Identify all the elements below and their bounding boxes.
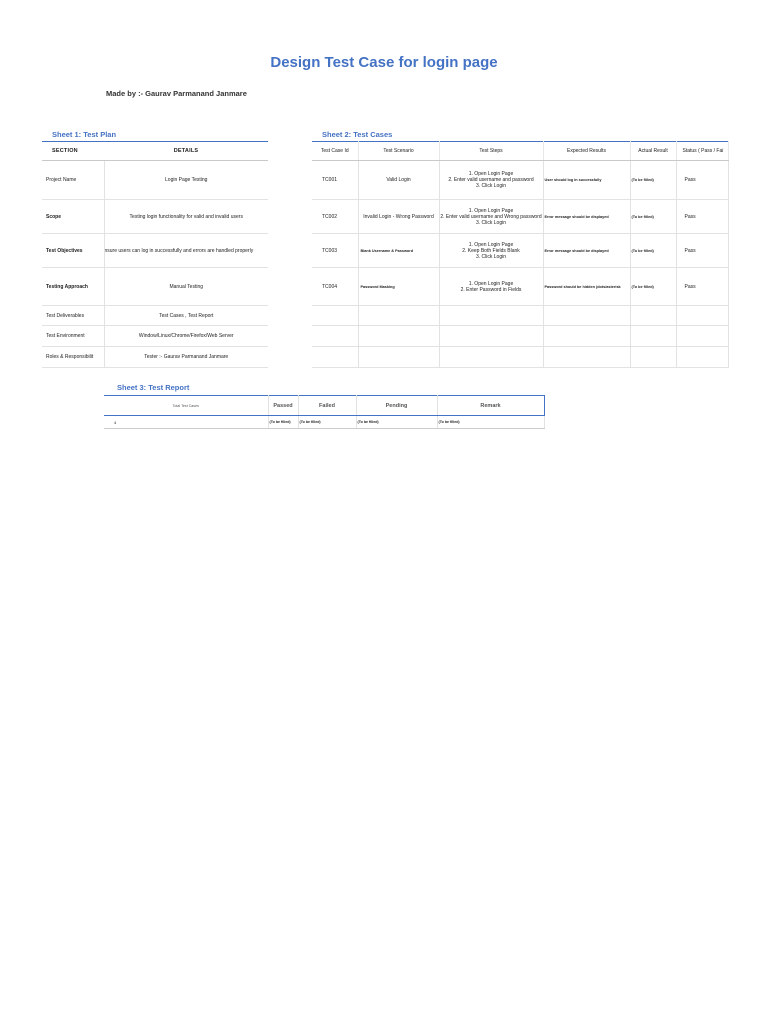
details-cell: Testing login functionality for valid and invalid users [104, 200, 268, 234]
test-case-id-cell: TC004 [312, 268, 358, 306]
test-cases-table [312, 141, 729, 368]
step-line: 3. Click Login [475, 219, 506, 226]
step-line: 2. Enter valid username and password [448, 177, 534, 183]
test-plan-table [42, 141, 268, 368]
scenario-cell: Valid Login [358, 161, 439, 200]
section-cell: Roles & Responsibilit [42, 347, 104, 368]
actual-result-cell: (To be filled) [630, 268, 676, 306]
empty-cell [630, 347, 676, 368]
column-header: Test Case Id [312, 142, 358, 161]
column-header: Test Scenario [358, 142, 439, 161]
empty-cell [676, 347, 728, 368]
table-row [42, 326, 268, 347]
test-case-id-cell: TC003 [312, 234, 358, 268]
expected-result-cell: Error message should be displayed [543, 200, 630, 234]
step-line: 1. Open Login Page [468, 280, 514, 287]
test-case-id-cell: TC001 [312, 161, 358, 200]
remark-cell: (To be filled) [437, 416, 544, 429]
empty-cell [312, 306, 358, 326]
column-header: Failed [298, 396, 356, 416]
table-header-row [42, 142, 268, 161]
table-row [312, 347, 728, 368]
table-header-row [104, 396, 544, 416]
expected-result-cell: Password should be hidden (dots/asterisk [543, 268, 630, 306]
steps-cell [439, 200, 543, 234]
details-cell: Tester :- Gaurav Parmanand Janmare [104, 347, 268, 368]
table-row [312, 306, 728, 326]
status-cell: Pass [676, 234, 728, 268]
empty-cell [358, 326, 439, 347]
test-case-id-cell: TC002 [312, 200, 358, 234]
table-row [42, 200, 268, 234]
table-row [42, 161, 268, 200]
status-cell: Pass [676, 161, 728, 200]
table-row [42, 306, 268, 326]
details-cell: Test Cases , Test Report [104, 306, 268, 326]
table-row [312, 161, 728, 200]
step-line: 2. Enter Password in Fields [460, 286, 522, 293]
column-header: Total Test Cases [104, 396, 268, 416]
scenario-cell: Password Masking [358, 268, 439, 306]
expected-result-cell: User should log in successfully [543, 161, 630, 200]
step-line: 2. Enter valid username and Wrong password [440, 213, 542, 220]
column-header: Test Steps [439, 142, 543, 161]
details-cell: Window/Linux/Chrome/Firefox/Web Server [104, 326, 268, 347]
section-cell: Test Environment [42, 326, 104, 347]
column-header: DETAILS [104, 142, 268, 161]
table-row [312, 326, 728, 347]
empty-cell [630, 306, 676, 326]
actual-result-cell: (To be filled) [630, 200, 676, 234]
steps-cell [439, 234, 543, 268]
expected-result-cell: Error message should be displayed [543, 234, 630, 268]
actual-result-cell: (To be filled) [630, 234, 676, 268]
step-line: 1. Open Login Page [468, 171, 514, 177]
section-cell: Project Name [42, 161, 104, 200]
table-row [312, 200, 728, 234]
table-row [312, 234, 728, 268]
author-line: Made by :- Gaurav Parmanand Janmare [106, 89, 247, 98]
column-header: Passed [268, 396, 298, 416]
details-cell: Manual Testing [104, 268, 268, 306]
column-header: Expected Results [543, 142, 630, 161]
empty-cell [439, 347, 543, 368]
column-header: Remark [437, 396, 544, 416]
passed-cell: (To be filled) [268, 416, 298, 429]
column-header: Pending [356, 396, 437, 416]
document-title: Design Test Case for login page [270, 54, 498, 71]
pending-cell: (To be filled) [356, 416, 437, 429]
empty-cell [439, 326, 543, 347]
empty-cell [630, 326, 676, 347]
section-cell: Test Deliverables [42, 306, 104, 326]
scenario-cell: Invalid Login - Wrong Password [358, 200, 439, 234]
empty-cell [312, 326, 358, 347]
empty-cell [312, 347, 358, 368]
empty-cell [358, 306, 439, 326]
empty-cell [358, 347, 439, 368]
step-line: 3. Click Login [475, 253, 506, 260]
step-line: 1. Open Login Page [468, 207, 514, 214]
test-report-table [104, 395, 545, 429]
table-row [42, 234, 268, 268]
sheet3-title: Sheet 3: Test Report [117, 383, 190, 392]
table-header-row [312, 142, 728, 161]
details-cell: Login Page Testing [104, 161, 268, 200]
empty-cell [543, 326, 630, 347]
table-row [104, 416, 544, 429]
empty-cell [543, 306, 630, 326]
section-cell: Testing Approach [42, 268, 104, 306]
step-line: 2. Keep Both Fields Blank [462, 247, 520, 254]
column-header: Status ( Pass / Fai [676, 142, 728, 161]
section-cell: Scope [42, 200, 104, 234]
total-cases-cell: 4 [104, 416, 268, 429]
status-cell: Pass [676, 268, 728, 306]
empty-cell [439, 306, 543, 326]
scenario-cell: Blank Username & Password [358, 234, 439, 268]
empty-cell [543, 347, 630, 368]
actual-result-cell: (To be filled) [630, 161, 676, 200]
sheet2-title: Sheet 2: Test Cases [322, 130, 393, 139]
table-row [42, 347, 268, 368]
empty-cell [676, 306, 728, 326]
step-line: 1. Open Login Page [468, 241, 514, 248]
table-row [42, 268, 268, 306]
steps-cell [439, 268, 543, 306]
column-header: Actual Result [630, 142, 676, 161]
table-row [312, 268, 728, 306]
status-cell: Pass [676, 200, 728, 234]
details-cell: nsure users can log in successfully and errors are handled properly [104, 234, 268, 268]
step-line: 3. Click Login [475, 183, 506, 189]
sheet1-title: Sheet 1: Test Plan [52, 130, 117, 139]
column-header: SECTION [42, 142, 104, 161]
failed-cell: (To be filled) [298, 416, 356, 429]
empty-cell [676, 326, 728, 347]
steps-cell [439, 161, 543, 200]
section-cell: Test Objectives [42, 234, 104, 268]
